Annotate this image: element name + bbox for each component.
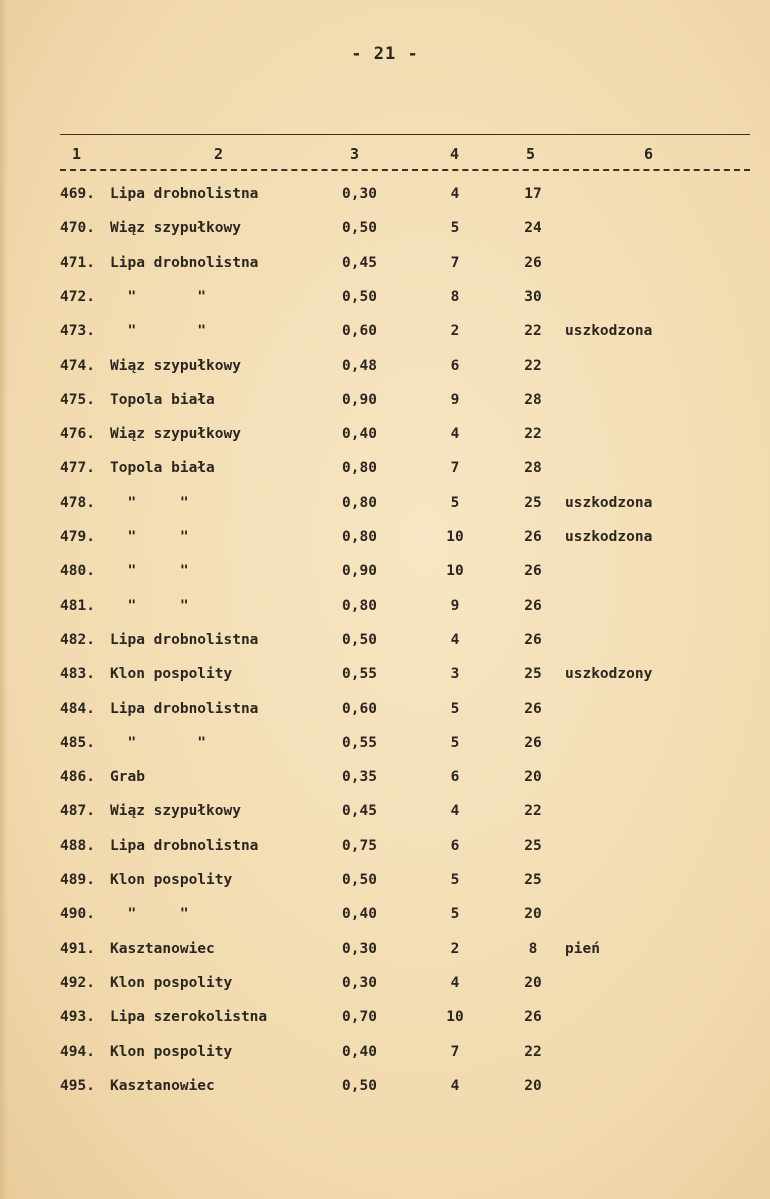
height-value: 26 — [524, 529, 542, 545]
row-number: 478. — [60, 494, 95, 511]
condition-value: 8 — [450, 288, 460, 305]
species-name: " " — [110, 563, 189, 580]
diameter-value: 0,90 — [342, 391, 377, 408]
height-value: 26 — [524, 700, 542, 717]
diameter-value: 0,80 — [342, 460, 377, 477]
row-number: 488. — [60, 837, 95, 854]
diameter-value: 0,30 — [342, 974, 377, 991]
remark-text: uszkodzona — [565, 494, 653, 511]
diameter-value: 0,75 — [342, 837, 377, 854]
row-number: 477. — [60, 460, 95, 477]
row-number: 482. — [60, 631, 95, 648]
diameter-value: 0,45 — [342, 803, 377, 820]
height-value: 30 — [524, 288, 542, 305]
condition-value: 9 — [450, 391, 460, 408]
species-name: " " — [110, 597, 189, 614]
species-name: Lipa drobnolistna — [110, 837, 259, 854]
height-value: 26 — [524, 563, 542, 580]
condition-value: 5 — [450, 494, 460, 511]
diameter-value: 0,90 — [342, 563, 377, 580]
table-row — [0, 289, 770, 317]
condition-value: 6 — [450, 357, 460, 374]
condition-value: 5 — [450, 872, 460, 888]
height-value: 26 — [524, 597, 542, 614]
condition-value: 6 — [450, 769, 460, 786]
species-name: Wiąz szypułkowy — [110, 426, 241, 443]
row-number: 485. — [60, 734, 95, 751]
row-number: 472. — [60, 288, 95, 305]
diameter-value: 0,70 — [342, 1009, 377, 1026]
row-number: 487. — [60, 803, 95, 820]
diameter-value: 0,80 — [342, 494, 377, 511]
row-number: 491. — [60, 940, 95, 957]
table-row — [0, 358, 770, 386]
species-name: Lipa szerokolistna — [110, 1009, 268, 1026]
table-row — [0, 735, 770, 763]
column-header-2: 2 — [214, 145, 224, 163]
height-value: 22 — [524, 357, 542, 374]
table-row — [0, 392, 770, 420]
column-header-4: 4 — [450, 145, 460, 163]
column-header-1: 1 — [72, 145, 82, 163]
height-value: 22 — [524, 323, 542, 340]
height-value: 20 — [524, 769, 542, 786]
species-name: Topola biała — [110, 391, 215, 408]
species-name: Grab — [110, 769, 145, 786]
condition-value: 6 — [450, 837, 460, 854]
remark-text: uszkodzony — [565, 666, 653, 683]
row-number: 470. — [60, 220, 95, 237]
height-value: 22 — [524, 1043, 542, 1060]
condition-value: 9 — [450, 597, 460, 614]
table-row — [0, 1078, 770, 1106]
species-name: " " — [110, 734, 207, 751]
table-row — [0, 701, 770, 729]
table-row — [0, 941, 770, 969]
table-row — [0, 323, 770, 351]
species-name: Topola biała — [110, 460, 215, 477]
row-number: 474. — [60, 357, 95, 374]
species-name: " " — [110, 494, 189, 511]
header-bottom-rule — [60, 169, 750, 171]
height-value: 25 — [524, 837, 542, 854]
height-value: 26 — [524, 254, 542, 271]
height-value: 25 — [524, 494, 542, 511]
species-name: Klon pospolity — [110, 974, 233, 991]
row-number: 481. — [60, 597, 95, 614]
height-value: 22 — [524, 426, 542, 443]
diameter-value: 0,48 — [342, 357, 377, 374]
row-number: 480. — [60, 563, 95, 580]
diameter-value: 0,40 — [342, 906, 377, 923]
condition-value: 4 — [450, 803, 460, 820]
condition-value: 4 — [450, 631, 460, 648]
condition-value: 4 — [450, 426, 460, 443]
condition-value: 7 — [450, 460, 460, 477]
condition-value: 7 — [450, 1043, 460, 1060]
column-header-6: 6 — [644, 145, 654, 163]
table-row — [0, 529, 770, 557]
table-row — [0, 495, 770, 523]
page-number: - 21 - — [351, 44, 419, 64]
diameter-value: 0,40 — [342, 426, 377, 443]
diameter-value: 0,80 — [342, 529, 377, 545]
condition-value: 2 — [450, 323, 460, 340]
table-row — [0, 220, 770, 248]
species-name: " " — [110, 288, 207, 305]
diameter-value: 0,40 — [342, 1043, 377, 1060]
condition-value: 3 — [450, 666, 460, 683]
table-row — [0, 598, 770, 626]
species-name: Klon pospolity — [110, 872, 233, 888]
height-value: 28 — [524, 460, 542, 477]
row-number: 495. — [60, 1077, 95, 1094]
diameter-value: 0,30 — [342, 940, 377, 957]
table-row — [0, 460, 770, 488]
row-number: 492. — [60, 974, 95, 991]
condition-value: 4 — [450, 974, 460, 991]
diameter-value: 0,80 — [342, 597, 377, 614]
row-number: 489. — [60, 872, 95, 888]
remark-text: pień — [565, 940, 600, 957]
row-number: 469. — [60, 186, 95, 202]
height-value: 17 — [524, 186, 542, 202]
height-value: 28 — [524, 391, 542, 408]
species-name: Wiąz szypułkowy — [110, 220, 241, 237]
table-row — [0, 803, 770, 831]
table-row — [0, 666, 770, 694]
species-name: Kasztanowiec — [110, 1077, 215, 1094]
diameter-value: 0,50 — [342, 288, 377, 305]
table-row — [0, 632, 770, 660]
header-top-rule — [60, 134, 750, 135]
species-name: Lipa drobnolistna — [110, 254, 259, 271]
diameter-value: 0,30 — [342, 186, 377, 202]
condition-value: 4 — [450, 186, 460, 202]
species-name: " " — [110, 906, 189, 923]
height-value: 22 — [524, 803, 542, 820]
row-number: 494. — [60, 1043, 95, 1060]
height-value: 26 — [524, 631, 542, 648]
species-name: Lipa drobnolistna — [110, 700, 259, 717]
remark-text: uszkodzona — [565, 323, 653, 340]
species-name: Lipa drobnolistna — [110, 631, 259, 648]
species-name: Kasztanowiec — [110, 940, 215, 957]
condition-value: 10 — [446, 529, 464, 545]
table-row — [0, 1044, 770, 1072]
height-value: 25 — [524, 872, 542, 888]
condition-value: 5 — [450, 220, 460, 237]
table-row — [0, 563, 770, 591]
column-header-3: 3 — [350, 145, 360, 163]
condition-value: 2 — [450, 940, 460, 957]
species-name: Wiąz szypułkowy — [110, 357, 241, 374]
condition-value: 5 — [450, 906, 460, 923]
diameter-value: 0,55 — [342, 734, 377, 751]
species-name: " " — [110, 323, 207, 340]
species-name: Lipa drobnolistna — [110, 186, 259, 202]
table-row — [0, 906, 770, 934]
diameter-value: 0,60 — [342, 323, 377, 340]
table-row — [0, 838, 770, 866]
height-value: 24 — [524, 220, 542, 237]
diameter-value: 0,60 — [342, 700, 377, 717]
height-value: 20 — [524, 974, 542, 991]
height-value: 26 — [524, 1009, 542, 1026]
remark-text: uszkodzona — [565, 529, 653, 545]
row-number: 483. — [60, 666, 95, 683]
table-row — [0, 186, 770, 214]
table-row — [0, 769, 770, 797]
height-value: 26 — [524, 734, 542, 751]
diameter-value: 0,45 — [342, 254, 377, 271]
species-name: " " — [110, 529, 189, 545]
condition-value: 10 — [446, 1009, 464, 1026]
condition-value: 10 — [446, 563, 464, 580]
height-value: 8 — [528, 940, 538, 957]
row-number: 493. — [60, 1009, 95, 1026]
height-value: 25 — [524, 666, 542, 683]
row-number: 475. — [60, 391, 95, 408]
species-name: Wiąz szypułkowy — [110, 803, 241, 820]
table-row — [0, 872, 770, 900]
diameter-value: 0,50 — [342, 631, 377, 648]
table-row — [0, 1009, 770, 1037]
species-name: Klon pospolity — [110, 1043, 233, 1060]
height-value: 20 — [524, 1077, 542, 1094]
row-number: 484. — [60, 700, 95, 717]
height-value: 20 — [524, 906, 542, 923]
diameter-value: 0,50 — [342, 872, 377, 888]
table-row — [0, 975, 770, 1003]
table-row — [0, 426, 770, 454]
column-header-5: 5 — [526, 145, 536, 163]
condition-value: 5 — [450, 734, 460, 751]
row-number: 479. — [60, 529, 95, 545]
table-row — [0, 255, 770, 283]
diameter-value: 0,50 — [342, 220, 377, 237]
row-number: 471. — [60, 254, 95, 271]
species-name: Klon pospolity — [110, 666, 233, 683]
diameter-value: 0,50 — [342, 1077, 377, 1094]
row-number: 476. — [60, 426, 95, 443]
condition-value: 5 — [450, 700, 460, 717]
condition-value: 4 — [450, 1077, 460, 1094]
diameter-value: 0,35 — [342, 769, 377, 786]
condition-value: 7 — [450, 254, 460, 271]
diameter-value: 0,55 — [342, 666, 377, 683]
row-number: 490. — [60, 906, 95, 923]
row-number: 473. — [60, 323, 95, 340]
row-number: 486. — [60, 769, 95, 786]
